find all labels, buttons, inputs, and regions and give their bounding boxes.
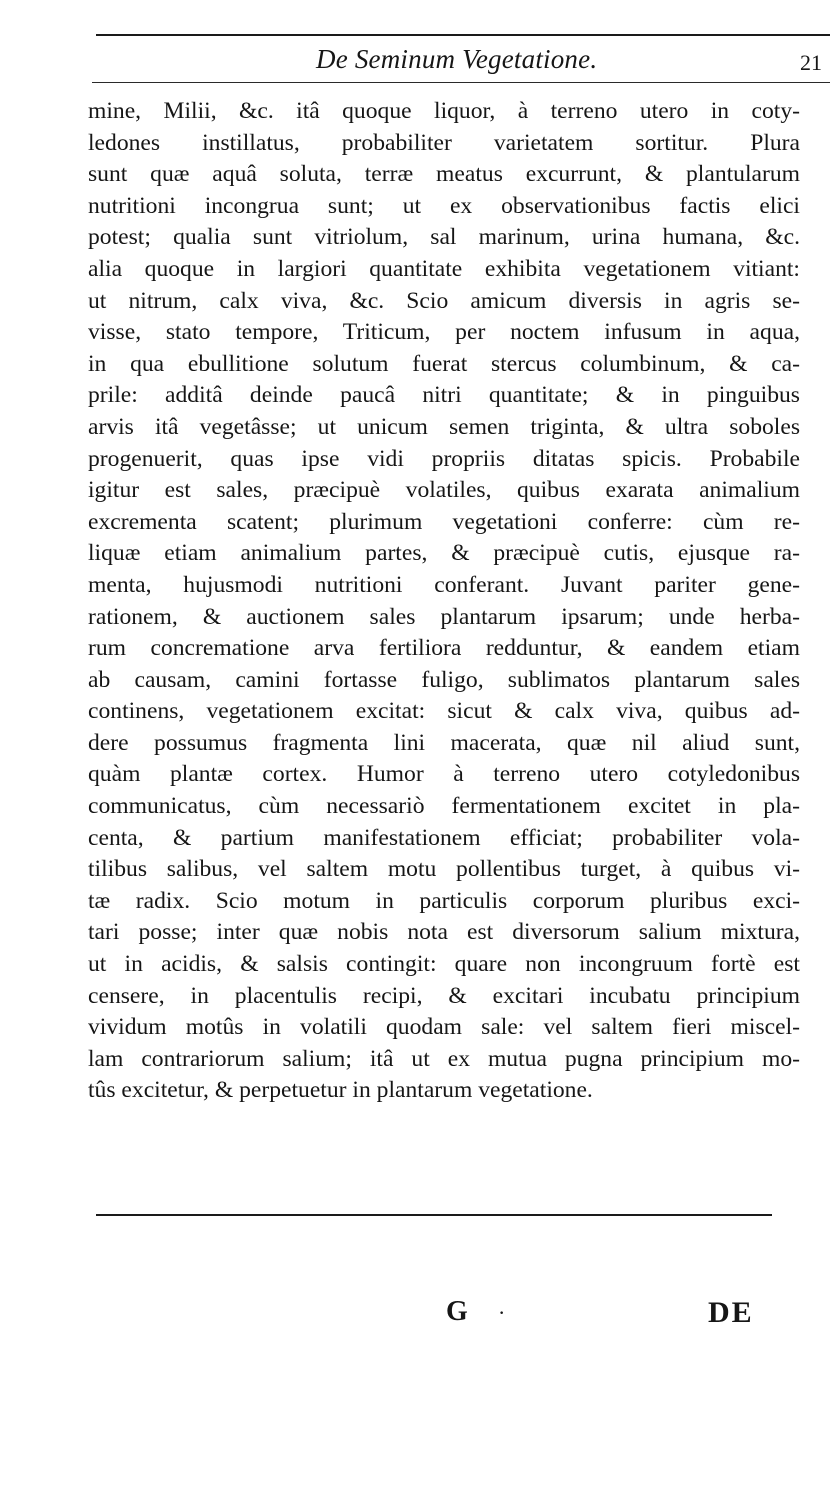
text-line: tæ radix. Scio motum in particulis corporum pluribus exci- <box>88 887 800 914</box>
signature-mark: G <box>446 1296 468 1327</box>
text-line: vividum motûs in volatili quodam sale: vel saltem fieri miscel- <box>88 1014 800 1041</box>
text-line: tari posse; inter quæ nobis nota est diversorum salium mixtura, <box>88 919 800 946</box>
text-line: progenuerit, quas ipse vidi propriis ditatas spicis. Probabile <box>88 445 800 472</box>
text-line: liquæ etiam animalium partes, & præcipuè cutis, ejusque ra- <box>88 540 800 567</box>
text-line: quàm plantæ cortex. Humor à terreno utero cotyledonibus <box>88 761 800 788</box>
text-line: ab causam, camini fortasse fuligo, sublimatos plantarum sales <box>88 666 800 693</box>
top-rule <box>96 34 830 36</box>
text-line: tilibus salibus, vel saltem motu pollentibus turget, à quibus vi- <box>88 856 800 883</box>
text-line: alia quoque in largiori quantitate exhibita vegetationem vitiant: <box>88 255 800 282</box>
text-line: sunt quæ aquâ soluta, terræ meatus excurrunt, & plantularum <box>88 161 800 188</box>
text-line: ledones instillatus, probabiliter varietatem sortitur. Plura <box>88 129 800 156</box>
text-line: communicatus, cùm necessariò fermentationem excitet in pla- <box>88 793 800 820</box>
text-line: rationem, & auctionem sales plantarum ipsarum; unde herba- <box>88 603 800 630</box>
text-line: dere possumus fragmenta lini macerata, quæ nil aliud sunt, <box>88 729 800 756</box>
body-text <box>88 96 800 1107</box>
text-line: mine, Milii, &c. itâ quoque liquor, à terreno utero in coty- <box>88 98 800 124</box>
text-line: arvis itâ vegetâsse; ut unicum semen triginta, & ultra soboles <box>88 413 800 440</box>
text-line: igitur est sales, præcipuè volatiles, quibus exarata animalium <box>88 477 800 504</box>
signature-dot: · <box>498 1300 506 1325</box>
text-line: in qua ebullitione solutum fuerat stercus columbinum, & ca- <box>88 350 800 377</box>
header-rule <box>92 82 830 83</box>
catchword: DE <box>708 1296 754 1329</box>
text-line: lam contrariorum salium; itâ ut ex mutua pugna principium mo- <box>88 1045 800 1072</box>
text-line: excrementa scatent; plurimum vegetationi conferre: cùm re- <box>88 508 800 535</box>
running-head <box>0 44 830 78</box>
text-line: rum concrematione arva fertiliora redduntur, & eandem etiam <box>88 635 800 662</box>
text-line: ut in acidis, & salsis contingit: quare non incongruum fortè est <box>88 951 800 978</box>
text-line: continens, vegetationem excitat: sicut & calx viva, quibus ad- <box>88 698 800 725</box>
text-line: tûs excitetur, & perpetuetur in plantarum vegetatione. <box>88 1077 593 1104</box>
page-number: 21 <box>800 50 822 75</box>
text-line: nutritioni incongrua sunt; ut ex observationibus factis elici <box>88 192 800 219</box>
text-line: censere, in placentulis recipi, & excitari incubatu principium <box>88 982 800 1009</box>
bottom-rule <box>96 1214 772 1216</box>
text-line: visse, stato tempore, Triticum, per noctem infusum in aqua, <box>88 319 800 346</box>
text-line: menta, hujusmodi nutritioni conferant. Juvant pariter gene- <box>88 571 800 598</box>
text-line: ut nitrum, calx viva, &c. Scio amicum diversis in agris se- <box>88 287 800 314</box>
text-line: potest; qualia sunt vitriolum, sal marinum, urina humana, &c. <box>88 224 800 251</box>
text-line: centa, & partium manifestationem efficiat; probabiliter vola- <box>88 824 800 851</box>
text-line: prile: additâ deinde paucâ nitri quantitate; & in pinguibus <box>88 382 800 409</box>
running-head-title: De Seminum Vegetatione. <box>316 44 598 74</box>
